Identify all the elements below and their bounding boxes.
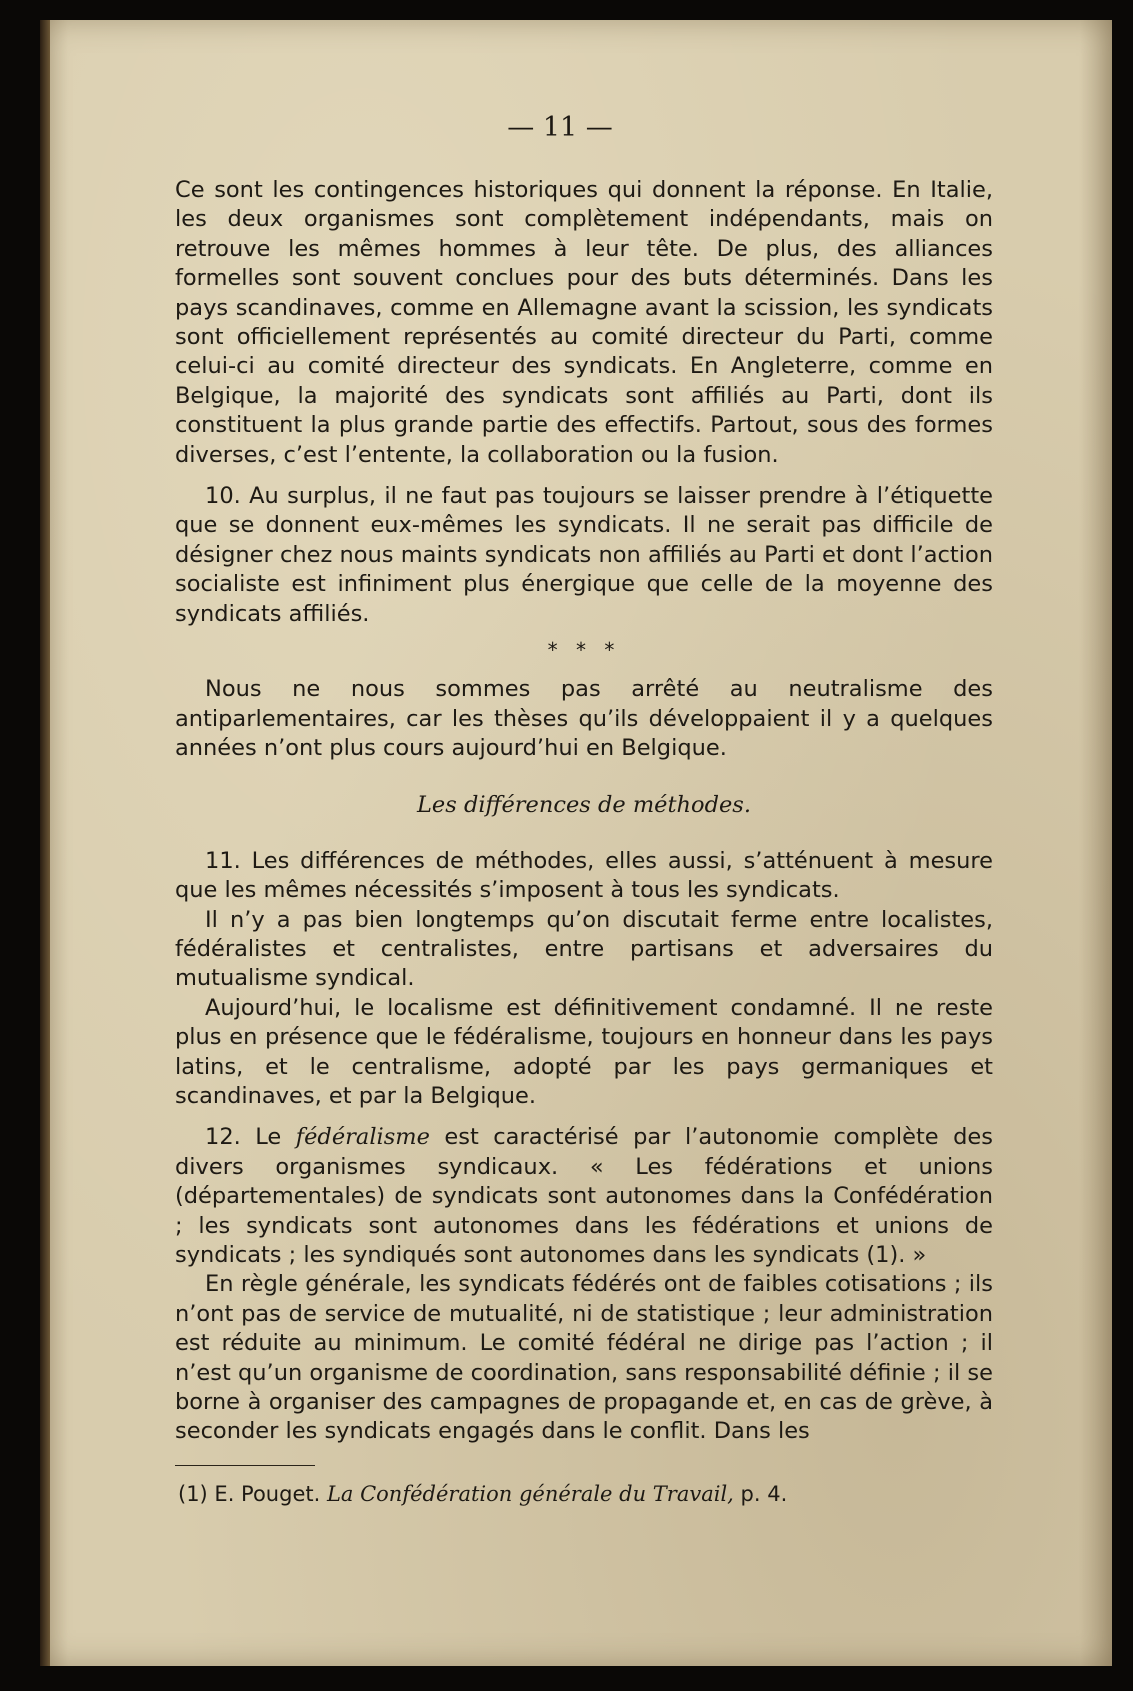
- footnote-suffix: p. 4.: [733, 1482, 788, 1506]
- paragraph-12-rest: est caractérisé par l’autonomie complète des divers organismes syndicaux. « Les fédérations et unions (départementales) de syndicats sont autonomes dans la Confédération ; les syndicats sont autonomes dans les fédérations et unions de syndicats ; les syndiqués sont autonomes dans les syndicats (1). »: [175, 1124, 993, 1268]
- page-binding-edge: [40, 20, 50, 1666]
- footnote-book-title: La Confédération générale du Travail,: [326, 1482, 734, 1506]
- section-heading: Les différences de méthodes.: [416, 792, 751, 819]
- paragraph-aujourdhui: Aujourd’hui, le localisme est définitivement condamné. Il ne reste plus en présence que le fédéralisme, toujours en honneur dans les pays latins, et le centralisme, adopté par les pays germaniques et scandinaves, et par la Belgique.: [175, 994, 993, 1109]
- body-text: [175, 176, 993, 1447]
- paragraph-contingences: Ce sont les contingences historiques qui donnent la réponse. En Italie, les deux organismes sont complètement indépendants, mais on retrouve les mêmes hommes à leur tête. De plus, des alliances formelles sont souvent conclues pour des buts déterminés. Dans les pays scandinaves, comme en Allemagne avant la scission, les syndicats sont officiellement représentés au comité directeur du Parti, comme celui-ci au comité directeur des syndicats. En Angleterre, comme en Belgique, la majorité des syndicats sont affiliés au Parti, dont ils constituent la plus grande partie des effectifs. Partout, sous des formes diverses, c’est l’entente, la collaboration ou la fusion.: [175, 177, 993, 468]
- paragraph-12: [175, 1123, 993, 1270]
- paragraph-gap: [175, 470, 993, 482]
- paragraph-11: 11. Les différences de méthodes, elles aussi, s’atténuent à mesure que les mêmes nécessités s’imposent à tous les syndicats.: [175, 847, 993, 904]
- paragraph-regle-generale: En règle générale, les syndicats fédérés ont de faibles cotisations ; ils n’ont pas de service de mutualité, ni de statistique ; leur administration est réduite au minimum. Le comité fédéral ne dirige pas l’action ; il n’est qu’un organisme de coordination, sans responsabilité définie ; il se borne à organiser des campagnes de propagande et, en cas de grève, à seconder les syndicats engagés dans le conflit. Dans les: [175, 1271, 993, 1445]
- page-number: — 11 —: [507, 112, 613, 143]
- section-separator-asterisks: * * *: [547, 638, 621, 663]
- footnote: [178, 1480, 988, 1508]
- paragraph-12-start: 12. Le: [205, 1124, 296, 1151]
- paragraph-gap: [175, 1111, 993, 1123]
- paragraph-12-italic-term: fédéralisme: [295, 1124, 430, 1151]
- paragraph-10: 10. Au surplus, il ne faut pas toujours se laisser prendre à l’étiquette que se donnent eux-mêmes les syndicats. Il ne serait pas difficile de désigner chez nous maints syndicats non affiliés au Parti et dont l’action socialiste est infiniment plus énergique que celle de la moyenne des syndicats affiliés.: [175, 483, 993, 627]
- paragraph-localistes: Il n’y a pas bien longtemps qu’on discutait ferme entre localistes, fédéralistes et centralistes, entre partisans et adversaires du mutualisme syndical.: [175, 906, 993, 992]
- paragraph-antiparlementaires: Nous ne nous sommes pas arrêté au neutralisme des antiparlementaires, car les thèses qu’ils développaient il y a quelques années n’ont plus cours aujourd’hui en Belgique.: [175, 676, 993, 761]
- footnote-divider: [175, 1465, 315, 1466]
- footnote-prefix: (1) E. Pouget.: [178, 1482, 327, 1506]
